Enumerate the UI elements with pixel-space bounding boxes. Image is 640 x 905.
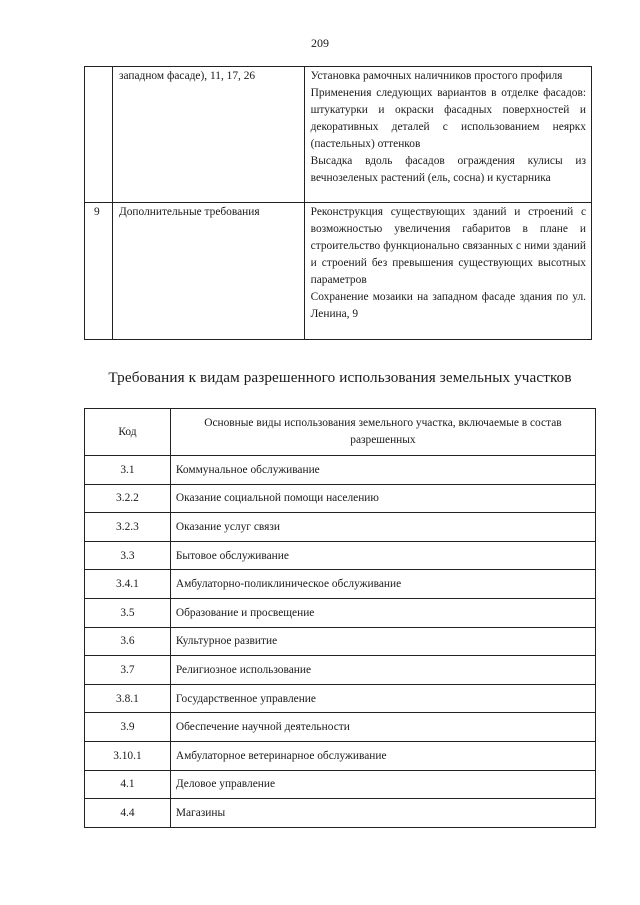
- table-row: [85, 203, 592, 340]
- requirement-text: Реконструкция существующих зданий и строений с возможностью увеличения габаритов в плане и строительство функционально связанных с ними зданий и строений без превышения существующих высотных параметров: [310, 206, 586, 286]
- code-cell: 3.3: [85, 541, 171, 570]
- description-cell: Амбулаторное ветеринарное обслуживание: [170, 741, 595, 770]
- description-cell: Религиозное использование: [170, 656, 595, 685]
- code-cell: 3.4.1: [85, 570, 171, 599]
- code-cell: 4.4: [85, 799, 171, 828]
- description-cell: Амбулаторно-поликлиническое обслуживание: [170, 570, 595, 599]
- requirement-text: Применения следующих вариантов в отделке фасадов: штукатурки и окраски фасадных поверхностей и декоративных деталей с использованием неяркх (пастельных) оттенков: [310, 87, 586, 150]
- code-cell: 3.7: [85, 656, 171, 685]
- table-header-row: [85, 409, 596, 456]
- table-row: [85, 570, 596, 599]
- row-number: 9: [85, 203, 113, 340]
- code-cell: 3.10.1: [85, 741, 171, 770]
- table-row: [85, 656, 596, 685]
- description-cell: Образование и просвещение: [170, 598, 595, 627]
- table-row: [85, 598, 596, 627]
- code-cell: 3.6: [85, 627, 171, 656]
- requirements-table: [84, 66, 592, 340]
- description-cell: Государственное управление: [170, 684, 595, 713]
- table-row: [85, 541, 596, 570]
- requirements-cell: [304, 67, 591, 203]
- code-cell: 3.9: [85, 713, 171, 742]
- section-title: Требования к видам разрешенного использования земельных участков: [108, 369, 572, 386]
- table-row: [85, 67, 592, 203]
- location-cell: Дополнительные требования: [112, 203, 304, 340]
- table-row: [85, 684, 596, 713]
- description-column-header: Основные виды использования земельного участка, включаемые в состав разрешенных: [170, 409, 595, 456]
- row-number: [85, 67, 113, 203]
- table-row: [85, 456, 596, 485]
- description-cell: Деловое управление: [170, 770, 595, 799]
- page-number: 209: [311, 36, 329, 50]
- location-cell: западном фасаде), 11, 17, 26: [112, 67, 304, 203]
- description-cell: Оказание услуг связи: [170, 513, 595, 542]
- table-row: [85, 627, 596, 656]
- requirement-text: Установка рамочных наличников простого профиля: [310, 70, 563, 82]
- code-cell: 4.1: [85, 770, 171, 799]
- description-cell: Магазины: [170, 799, 595, 828]
- table-row: [85, 799, 596, 828]
- requirement-text: Сохранение мозаики на западном фасаде здания по ул. Ленина, 9: [310, 291, 586, 320]
- code-column-header: Код: [85, 409, 171, 456]
- code-cell: 3.8.1: [85, 684, 171, 713]
- description-cell: Бытовое обслуживание: [170, 541, 595, 570]
- requirements-cell: [304, 203, 591, 340]
- table-row: [85, 770, 596, 799]
- table-row: [85, 513, 596, 542]
- requirement-text: Высадка вдоль фасадов ограждения кулисы из вечнозеленых растений (ель, сосна) и кустарника: [310, 155, 586, 184]
- table-row: [85, 713, 596, 742]
- code-cell: 3.1: [85, 456, 171, 485]
- code-cell: 3.5: [85, 598, 171, 627]
- land-use-codes-table: [84, 408, 596, 828]
- description-cell: Оказание социальной помощи населению: [170, 484, 595, 513]
- description-cell: Коммунальное обслуживание: [170, 456, 595, 485]
- description-cell: Культурное развитие: [170, 627, 595, 656]
- code-cell: 3.2.2: [85, 484, 171, 513]
- table-row: [85, 484, 596, 513]
- code-cell: 3.2.3: [85, 513, 171, 542]
- description-cell: Обеспечение научной деятельности: [170, 713, 595, 742]
- table-row: [85, 741, 596, 770]
